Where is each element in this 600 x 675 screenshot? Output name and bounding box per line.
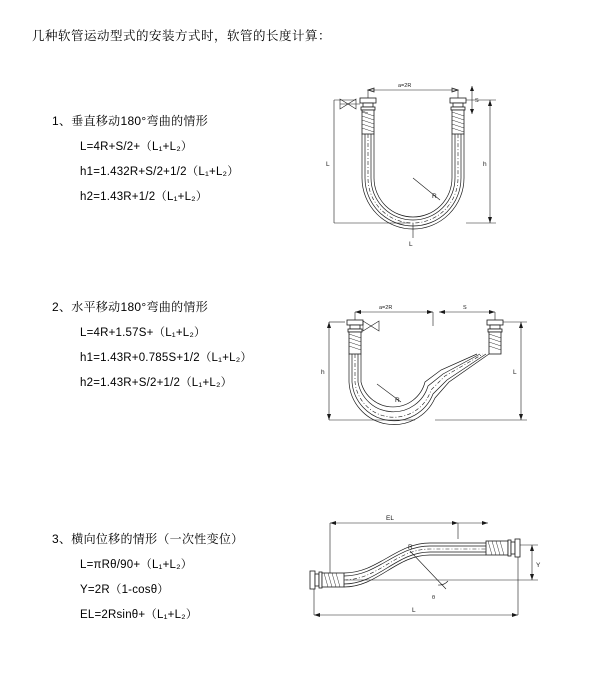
svg-text:h: h [483,161,487,168]
svg-text:S: S [475,98,479,104]
section-1-formula-2: h1=1.432R+S/2+1/2（L₁+L₂） [80,166,239,178]
svg-text:S: S [463,305,467,311]
svg-text:L: L [326,161,330,168]
svg-text:R: R [395,397,400,404]
svg-text:L: L [409,241,413,248]
svg-text:L: L [412,607,416,614]
svg-text:EL: EL [386,515,394,522]
svg-text:Y: Y [536,562,541,569]
page-title: 几种软管运动型式的安装方式时，软管的长度计算： [32,29,332,43]
section-3-heading: 3、横向位移的情形（一次性变位） [52,532,244,546]
figure-lateral-offset [300,505,580,645]
svg-text:a=2R: a=2R [398,83,412,89]
section-3 [52,530,243,622]
section-1-formula-1: L=4R+S/2+（L₁+L₂） [80,141,193,153]
svg-text:h: h [321,369,325,376]
svg-text:R: R [432,193,437,200]
section-1 [52,112,239,204]
section-2-formula-3: h2=1.43R+S/2+1/2（L₁+L₂） [80,377,233,389]
section-3-formula-3: EL=2Rsinθ+（L₁+L₂） [80,609,198,621]
section-2-formula-2: h1=1.43R+0.785S+1/2（L₁+L₂） [80,352,253,364]
figure-vertical-180 [320,78,570,268]
section-3-formula-2: Y=2R（1-cosθ） [80,584,170,596]
section-1-formula-3: h2=1.43R+1/2（L₁+L₂） [80,191,208,203]
section-2-formula-1: L=4R+1.57S+（L₁+L₂） [80,327,206,339]
svg-text:L: L [513,369,517,376]
svg-text:θ: θ [432,595,436,601]
section-3-formula-1: L=πRθ/90+（L₁+L₂） [80,559,193,571]
svg-text:a=2R: a=2R [379,305,393,311]
svg-text:R: R [408,544,413,551]
section-2 [52,298,252,390]
section-2-heading: 2、水平移动180°弯曲的情形 [52,300,208,314]
figure-horizontal-180 [315,290,575,470]
section-1-heading: 1、垂直移动180°弯曲的情形 [52,114,208,128]
